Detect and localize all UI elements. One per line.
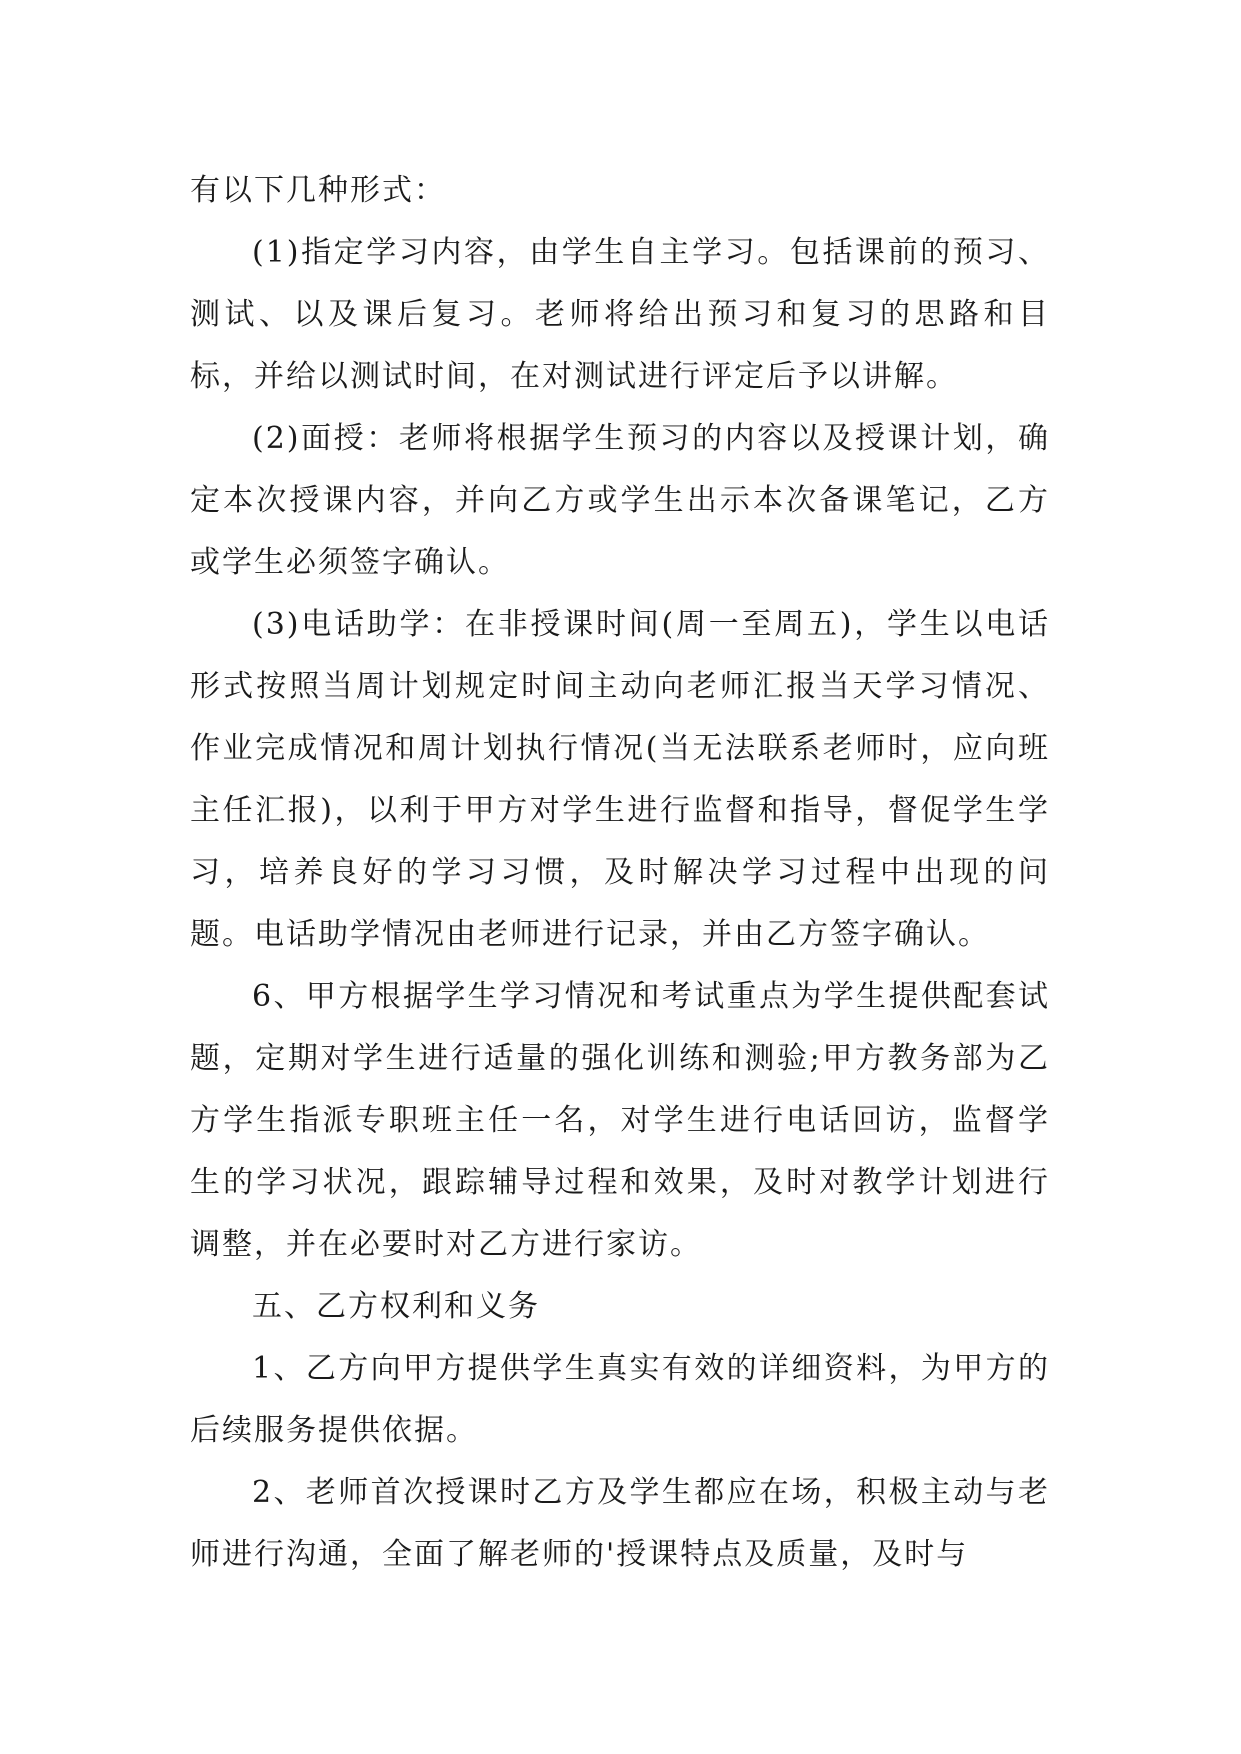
paragraph-item-1-self-study: (1)指定学习内容，由学生自主学习。包括课前的预习、测试、以及课后复习。老师将给出预习和复习的思路和目标，并给以测试时间，在对测试进行评定后予以讲解。 [190, 235, 1050, 394]
document-page [190, 160, 1050, 1586]
paragraph-clause-6: 6、甲方根据学生学习情况和考试重点为学生提供配套试题，定期对学生进行适量的强化训练和测验;甲方教务部为乙方学生指派专职班主任一名，对学生进行电话回访，监督学生的学习状况，跟踪辅导过程和效果，及时对教学计划进行调整，并在必要时对乙方进行家访。 [190, 979, 1050, 1262]
paragraph-forms-intro: 有以下几种形式： [190, 173, 446, 208]
paragraph-party-b-clause-1: 1、乙方向甲方提供学生真实有效的详细资料，为甲方的后续服务提供依据。 [190, 1351, 1050, 1448]
paragraph-party-b-clause-2: 2、老师首次授课时乙方及学生都应在场，积极主动与老师进行沟通，全面了解老师的'授课特点及质量，及时与 [190, 1475, 1050, 1572]
paragraph-item-3-phone-tutoring: (3)电话助学：在非授课时间(周一至周五)，学生以电话形式按照当周计划规定时间主动向老师汇报当天学习情况、作业完成情况和周计划执行情况(当无法联系老师时，应向班主任汇报)，以利于甲方对学生进行监督和指导，督促学生学习，培养良好的学习习惯，及时解决学习过程中出现的问题。电话助学情况由老师进行记录，并由乙方签字确认。 [190, 607, 1050, 952]
section-heading-party-b-rights: 五、乙方权利和义务 [252, 1289, 540, 1324]
paragraph-item-2-face-to-face: (2)面授：老师将根据学生预习的内容以及授课计划，确定本次授课内容，并向乙方或学生出示本次备课笔记，乙方或学生必须签字确认。 [190, 421, 1050, 580]
